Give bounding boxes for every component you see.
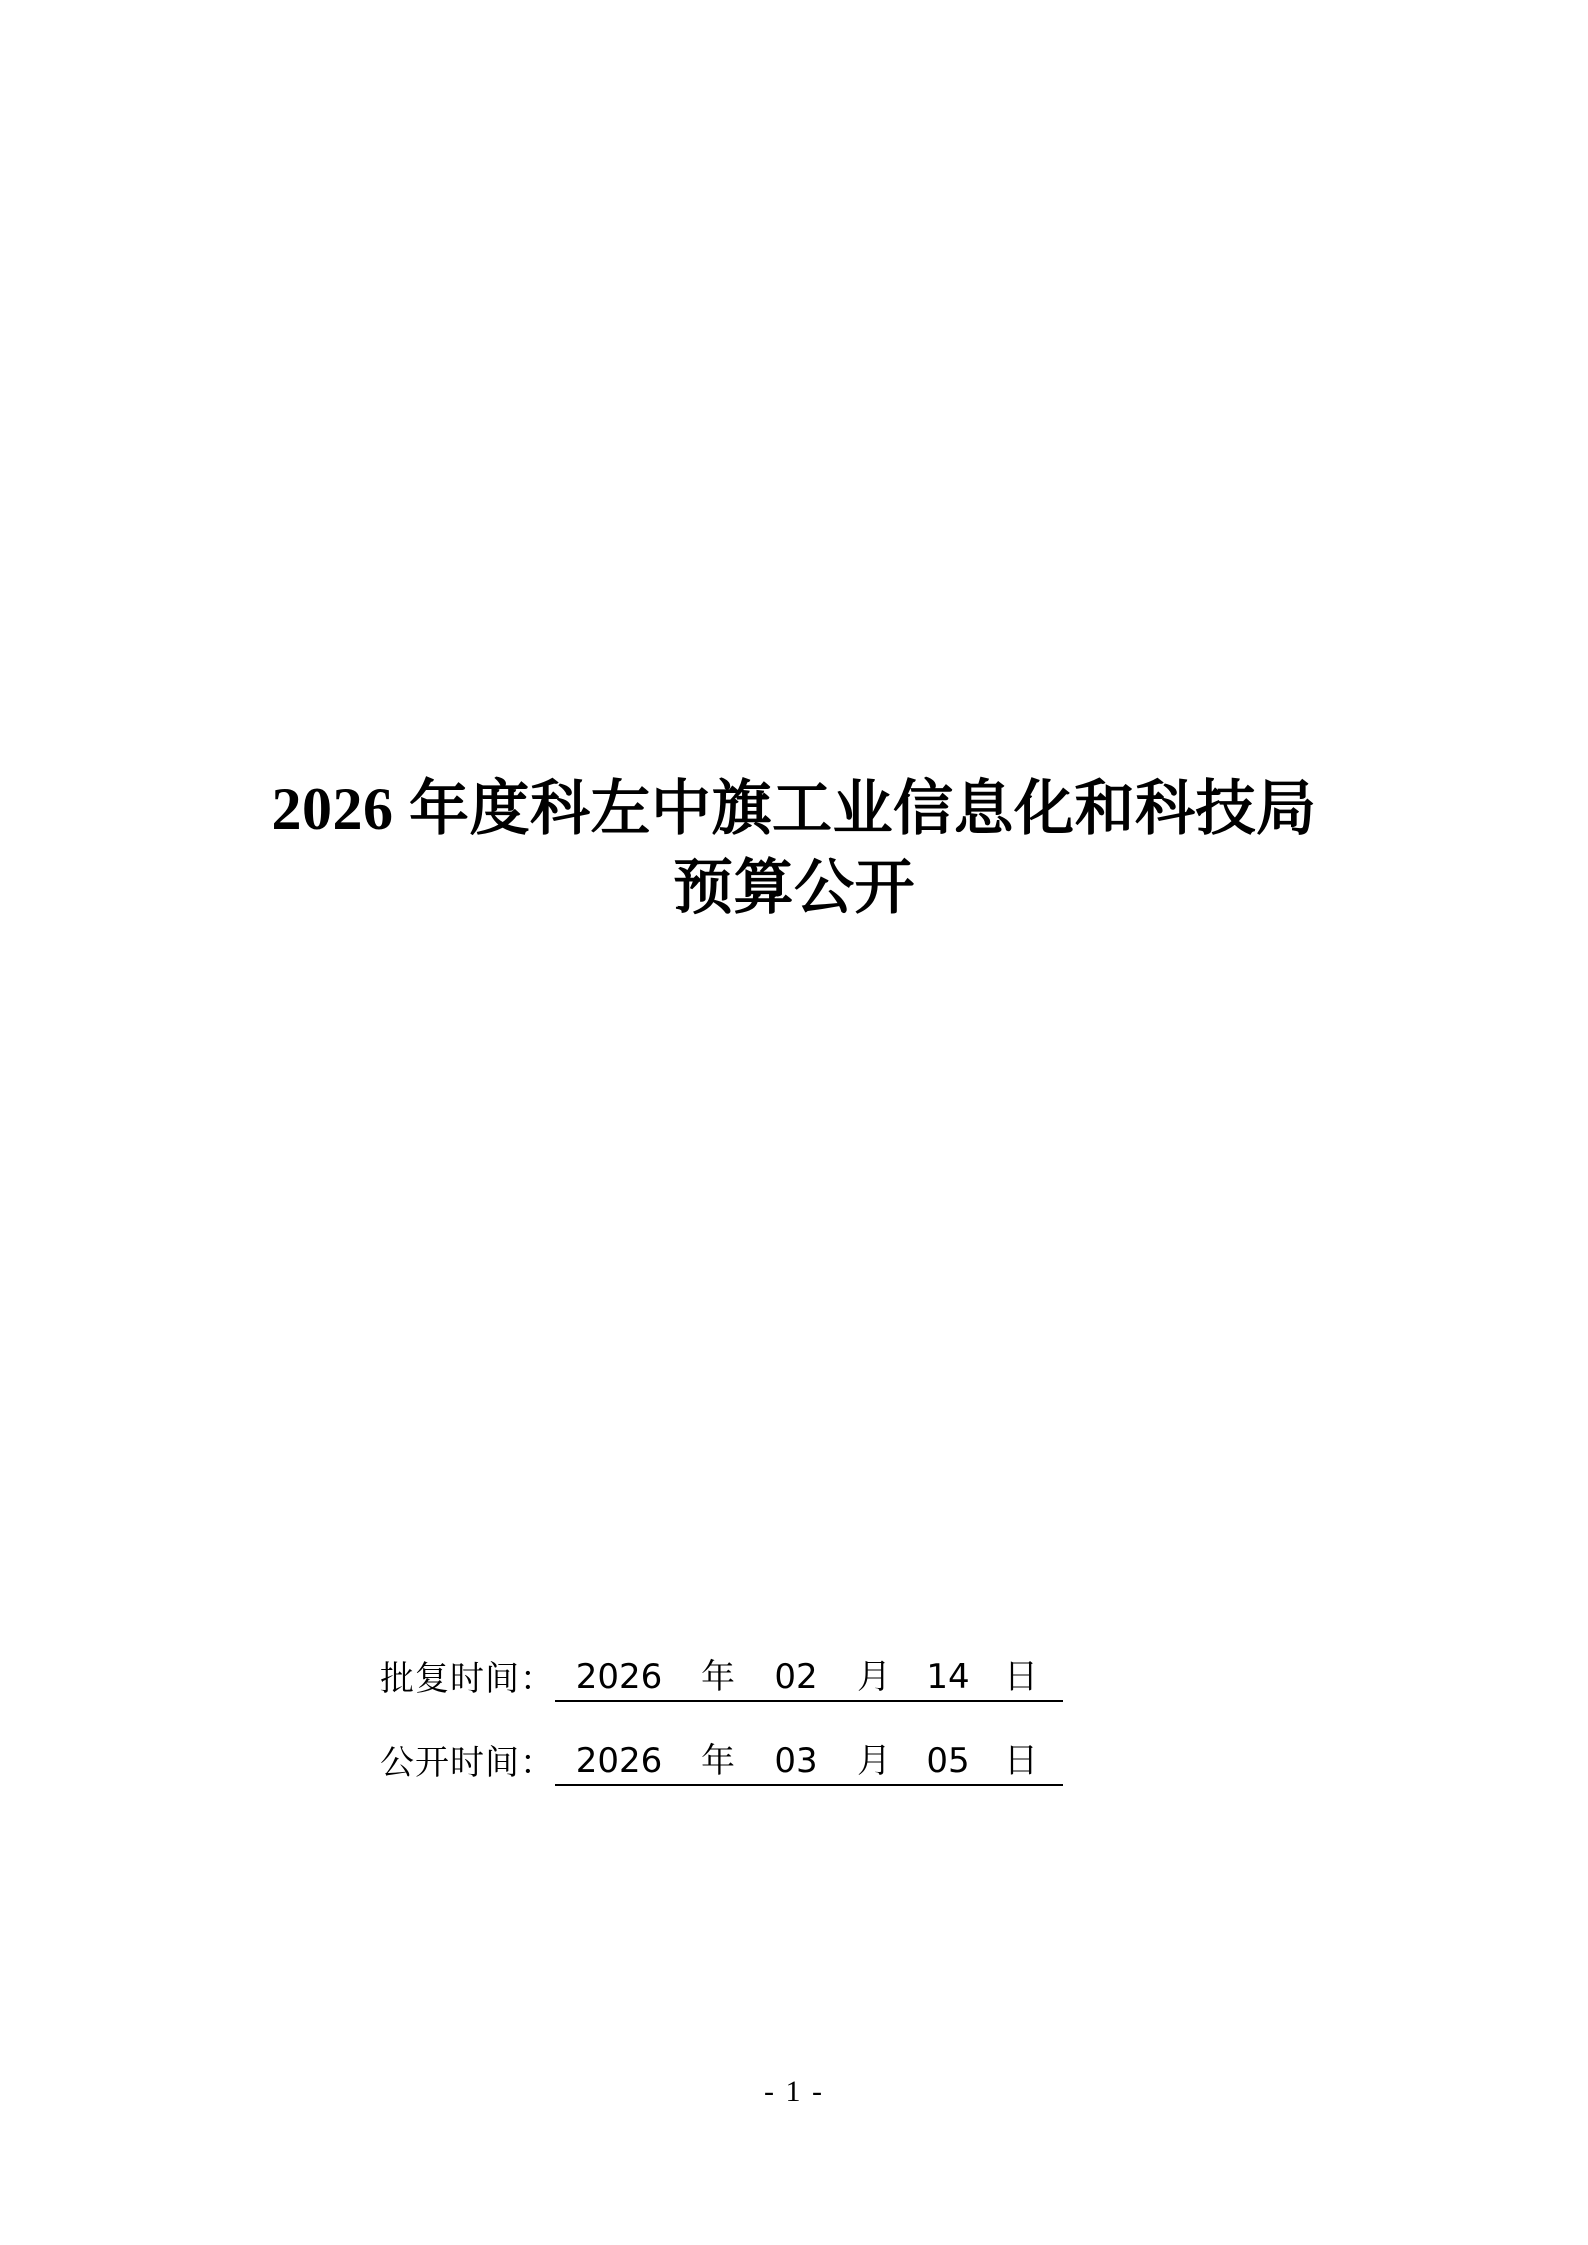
approval-date-day: 14 — [926, 1657, 970, 1697]
approval-date-row — [380, 1657, 1220, 1702]
page-title-line-1: 2026 年度科左中旗工业信息化和科技局 — [271, 776, 1317, 842]
publish-date-year-char: 年 — [701, 1741, 735, 1781]
publish-date-day-char: 日 — [1004, 1741, 1038, 1781]
approval-date-value — [555, 1657, 1063, 1702]
approval-date-day-char: 日 — [1004, 1657, 1038, 1697]
date-block — [380, 1657, 1220, 1828]
publish-date-month: 03 — [774, 1741, 818, 1781]
page-footer — [0, 2075, 1588, 2109]
approval-date-year: 2026 — [575, 1657, 663, 1697]
page-title — [264, 770, 1324, 928]
page-title-line-2: 预算公开 — [673, 855, 915, 922]
publish-date-value — [555, 1741, 1063, 1786]
publish-date-month-char: 月 — [857, 1741, 891, 1781]
approval-date-month-char: 月 — [857, 1657, 891, 1697]
publish-date-row — [380, 1741, 1220, 1786]
publish-date-day: 05 — [926, 1741, 970, 1781]
approval-date-year-char: 年 — [701, 1657, 735, 1697]
title-block — [0, 770, 1588, 928]
page-number: - 1 - — [764, 2075, 824, 2108]
publish-date-label: 公开时间： — [380, 1743, 555, 1783]
publish-date-year: 2026 — [575, 1741, 663, 1781]
approval-date-month: 02 — [774, 1657, 818, 1697]
approval-date-label: 批复时间： — [380, 1659, 555, 1699]
